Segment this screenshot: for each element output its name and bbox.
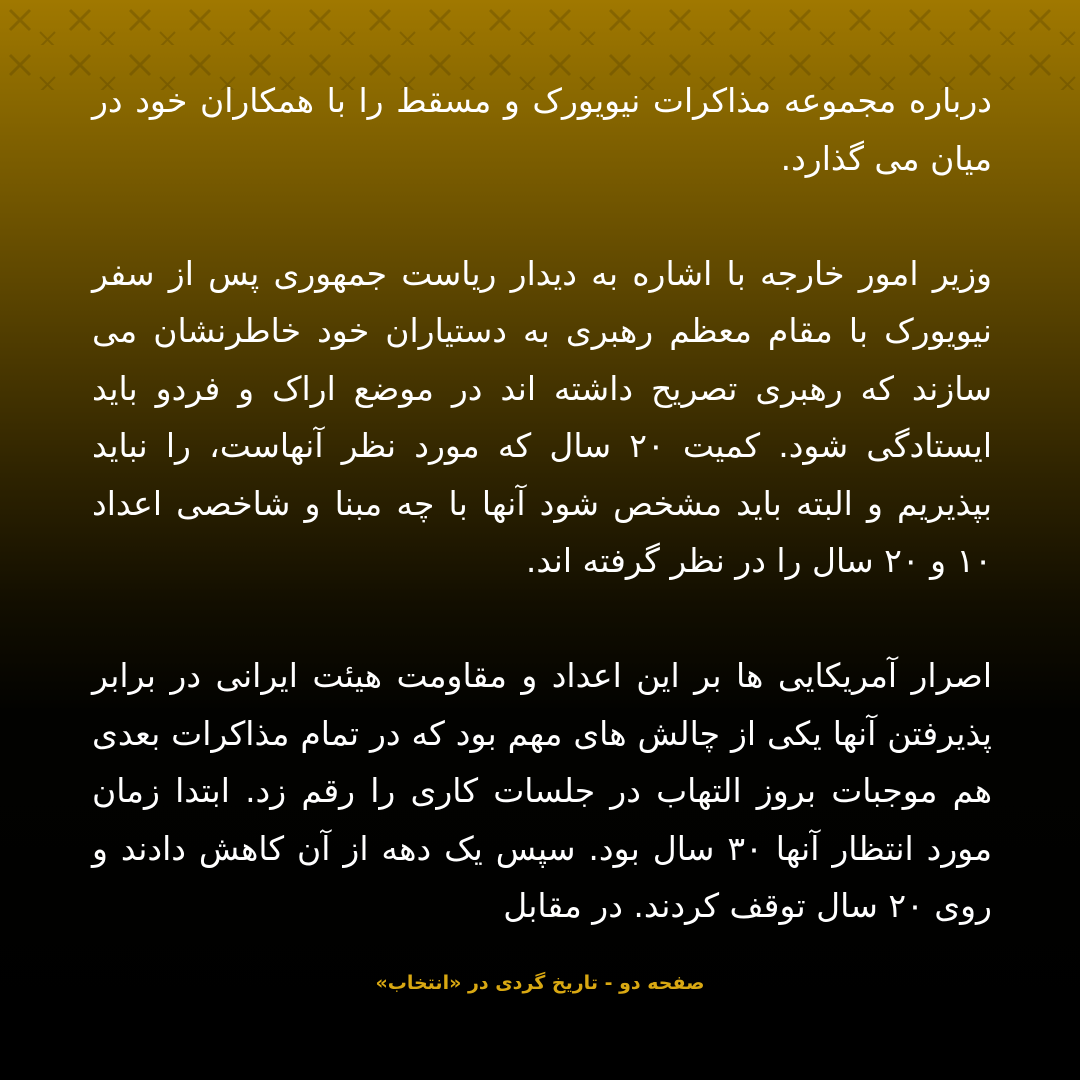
paragraph-3: اصرار آمریکایی ها بر این اعداد و مقاومت هیئت ایرانی در برابر پذیرفتن آنها یکی از چالش های مهم بود که در تمام مذاکرات بعدی هم موجبات بروز التهاب در جلسات کاری را رقم زد. ابتدا زمان مورد انتظار آنها ۳۰ سال بود. سپس یک دهه از آن کاهش دادند و روی ۲۰ سال توقف کردند. در مقابل <box>92 656 992 925</box>
paragraph-2: وزیر امور خارجه با اشاره به دیدار ریاست جمهوری پس از سفر نیویورک با مقام معظم رهبری به دستیاران خود خاطرنشان می سازند که رهبری تصریح داشته اند در موضع اراک و فردو باید ایستادگی شود. کمیت ۲۰ سال که مورد نظر آنهاست، را نباید بپذیریم و البته باید مشخص شود آنها با چه مبنا و شاخصی اعداد ۱۰ و ۲۰ سال را در نظر گرفته اند. <box>92 253 992 580</box>
page-footer: صفحه دو - تاریخ گردی در «انتخاب» <box>375 972 705 994</box>
paragraph-1: درباره مجموعه مذاکرات نیویورک و مسقط را با همکاران خود در میان می گذارد. <box>92 81 992 178</box>
article-body <box>92 72 992 935</box>
